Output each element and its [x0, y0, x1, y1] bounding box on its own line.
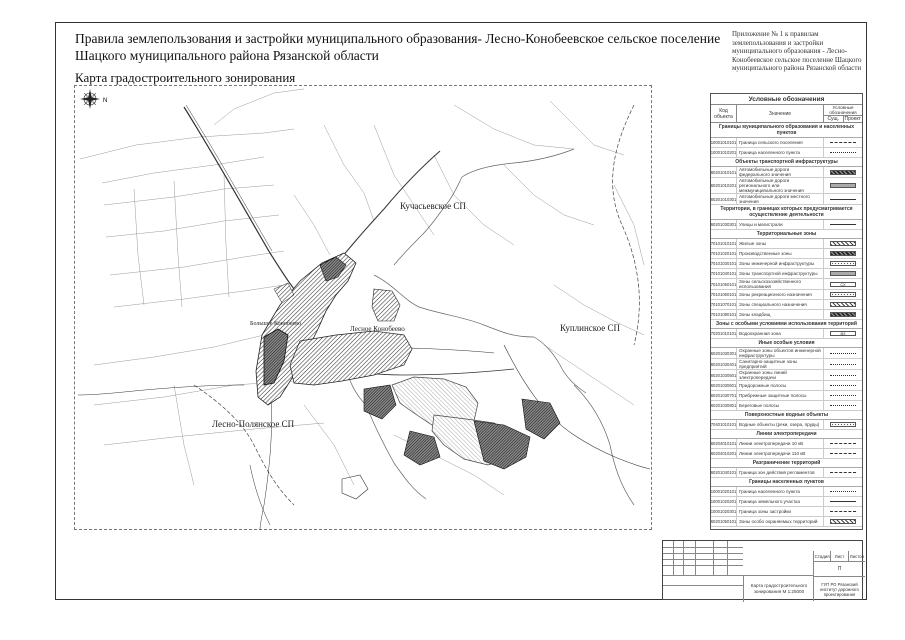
legend-section-title: Объекты транспортной инфраструктуры	[711, 158, 862, 167]
legend-header-code: Код объекта	[711, 105, 737, 122]
legend-row-code: 70401010101	[710, 422, 737, 427]
legend-swatch	[830, 375, 856, 376]
legend-row-symbol	[824, 401, 862, 410]
legend-section-title: Линии электропередачи	[711, 430, 862, 439]
legend-row-label: Граница населенного пункта	[737, 487, 824, 496]
legend-row	[711, 359, 862, 370]
legend-row-code: 10001020101	[710, 489, 737, 494]
legend-row-code: 70101070101	[710, 302, 737, 307]
legend-row-label: Линии электропередачи 110 кВ	[737, 449, 824, 458]
legend-row-code: 60201050101	[710, 519, 737, 524]
forest-dark-zone-e	[522, 399, 560, 439]
legend-row-code: 10001020301	[710, 509, 737, 514]
legend-row-symbol	[824, 497, 862, 506]
forest-dark-zone-sw	[404, 431, 440, 465]
legend-row-symbol	[824, 517, 862, 526]
legend-row-symbol	[824, 269, 862, 278]
legend-row	[711, 279, 862, 290]
legend-swatch: СХ	[830, 282, 856, 287]
legend-row	[711, 439, 862, 449]
legend-row-label: Водные объекты (реки, озера, пруды)	[737, 420, 824, 429]
legend-section-title: Территории, в границах которых предусматривается осуществление деятельности	[711, 205, 862, 220]
legend-row-code: 60204010201	[710, 451, 737, 456]
legend-row-symbol	[824, 290, 862, 299]
legend-row-symbol	[824, 310, 862, 319]
legend-row-label: Придорожные полосы	[737, 381, 824, 390]
legend-row-label: Водоохранная зона	[737, 329, 824, 338]
legend-swatch	[830, 271, 856, 276]
legend-row-label: Граница земельного участка	[737, 497, 824, 506]
legend-row-label: Зоны инженерной инфраструктуры	[737, 259, 824, 268]
legend-row	[711, 300, 862, 310]
legend-row-symbol	[824, 138, 862, 147]
legend-row-symbol	[824, 507, 862, 516]
legend-row-symbol	[824, 220, 862, 229]
legend-row-code: 60201030801	[710, 403, 737, 408]
legend-row-code: 60201010201	[711, 178, 737, 193]
legend-row	[711, 290, 862, 300]
label-bolshoe-konobeevo: Большое Конобеево	[250, 321, 301, 327]
legend-row-symbol	[824, 249, 862, 258]
legend-row-symbol	[824, 167, 862, 177]
label-kuchasyevskoe: Кучасьевское СП	[400, 201, 466, 211]
legend-body	[711, 123, 862, 527]
legend-swatch	[830, 364, 856, 365]
legend-row-code: 70101080101	[710, 312, 737, 317]
legend-row	[711, 420, 862, 430]
legend-row-label: Охранные зоны объектов инженерной инфраструктуры	[737, 348, 824, 358]
appendix-note: Приложение № 1 к правилам землепользования и застройки муниципального образования - Лесно-Конобеевское сельское поселение Шацкого муниципального района Рязанской области	[732, 30, 862, 73]
legend-row-symbol	[824, 449, 862, 458]
legend-row-code: 70101040101	[710, 271, 737, 276]
legend-swatch	[830, 472, 856, 473]
settlement-boundary	[613, 105, 640, 345]
legend-swatch: ВЗ	[830, 331, 856, 336]
legend-section-title: Поверхностные водные объекты	[711, 411, 862, 420]
legend-row	[711, 310, 862, 320]
legend-row-symbol	[824, 439, 862, 448]
map-subtitle: Карта градостроительного зонирования	[75, 70, 296, 85]
legend-row	[711, 381, 862, 391]
legend-row-label: Автомобильные дороги местного значения	[737, 194, 824, 204]
legend-row-code: 60201010101	[711, 167, 737, 177]
legend-row-code: 70101010101	[710, 241, 737, 246]
small-settlement	[342, 475, 368, 499]
legend-row-symbol	[824, 148, 862, 157]
legend-swatch	[830, 152, 856, 153]
legend-row-symbol	[824, 391, 862, 400]
legend-row-symbol	[824, 194, 862, 204]
legend-swatch	[830, 142, 856, 143]
compass-icon	[80, 89, 107, 109]
legend-swatch	[830, 183, 856, 188]
legend-row-label: Граница сельского поселения	[737, 138, 824, 147]
legend-panel	[710, 93, 863, 530]
stamp-sheets-label: Листов	[849, 553, 864, 559]
legend-row	[711, 348, 862, 359]
legend-swatch	[830, 199, 856, 200]
legend-row	[711, 167, 862, 178]
legend-swatch	[830, 302, 856, 307]
legend-row	[711, 449, 862, 459]
legend-row-code: 60201010301	[711, 194, 737, 204]
legend-row-label: Санитарно-защитные зоны предприятий	[737, 359, 824, 369]
legend-row-code: 60201030501	[711, 370, 737, 380]
legend-row	[711, 497, 862, 507]
residential-zone-east	[372, 289, 400, 321]
legend-swatch	[830, 501, 856, 502]
legend-row	[711, 138, 862, 148]
legend-row-label: Автомобильные дороги регионального или межмуниципального значения	[737, 178, 824, 193]
legend-row-label: Зоны особо охраняемых территорий	[737, 517, 824, 526]
legend-row-symbol	[824, 359, 862, 369]
legend-header	[711, 105, 862, 123]
legend-section-title: Разграничение территорий	[711, 459, 862, 468]
legend-row-label: Граница населенного пункта	[737, 148, 824, 157]
stamp-sheet-label: Лист	[831, 551, 848, 561]
legend-row	[711, 178, 862, 194]
label-lesno-polyanskoe: Лесно-Полянское СП	[212, 419, 295, 429]
stamp-organization: ГУП РО Рязанский институт дорожного проектирования	[820, 582, 859, 597]
legend-row-code: 10001010101	[710, 140, 737, 145]
legend-row-label: Береговые полосы	[737, 401, 824, 410]
legend-row-label: Граница зоны застройки	[737, 507, 824, 516]
stamp-right-block	[813, 551, 865, 601]
compass-north-letter: N	[103, 98, 108, 104]
stamp-stage-value: П	[814, 562, 865, 577]
legend-row-code: 60201030401	[711, 359, 737, 369]
legend-header-symbol-label: Условные обозначения	[824, 105, 862, 116]
legend-swatch	[830, 261, 856, 266]
legend-section-title: Границы населенных пунктов	[711, 478, 862, 487]
legend-swatch	[830, 312, 856, 317]
forest-dark-zone	[364, 385, 396, 419]
settlement-zones[interactable]	[256, 253, 560, 499]
legend-row-label: Зоны транспортной инфраструктуры	[737, 269, 824, 278]
legend-row	[711, 401, 862, 411]
legend-row-label: Граница зон действия регламентов	[737, 468, 824, 477]
legend-title: Условные обозначения	[711, 94, 862, 105]
legend-swatch	[830, 491, 856, 492]
legend-row-label: Зоны специального назначения	[737, 300, 824, 309]
field-boundaries	[80, 89, 644, 495]
legend-row-symbol	[824, 329, 862, 338]
legend-row	[711, 329, 862, 339]
legend-row-symbol	[824, 381, 862, 390]
legend-row	[711, 517, 862, 527]
legend-section-title: Территориальные зоны	[711, 230, 862, 239]
legend-row	[711, 249, 862, 259]
legend-row-code: 60201030301	[710, 222, 737, 227]
legend-section-title: Иные особые условия	[711, 339, 862, 348]
legend-swatch	[830, 251, 856, 256]
legend-swatch	[830, 353, 856, 354]
legend-section-title: Границы муниципального образования и населенных пунктов	[711, 123, 862, 138]
legend-row-label: Зоны сельскохозяйственного использования	[737, 279, 824, 289]
legend-swatch	[830, 519, 856, 524]
legend-swatch	[830, 170, 856, 175]
legend-row-label: Линии электропередачи 10 кВ	[737, 439, 824, 448]
page-title-line-1: Правила землепользования и застройки муниципального образования- Лесно-Конобеевское сельское поселение	[75, 31, 721, 46]
legend-header-name: Значение	[737, 105, 824, 122]
legend-row-symbol	[824, 468, 862, 477]
legend-swatch	[830, 241, 856, 246]
legend-row-code: 70101060101	[710, 292, 737, 297]
legend-row-label: Охранные зоны линий электропередачи	[737, 370, 824, 380]
legend-row-symbol	[824, 420, 862, 429]
stamp-drawing-title: Карта градостроительного зонирования М 1:25000	[743, 575, 814, 602]
legend-swatch	[830, 224, 856, 225]
legend-swatch	[830, 453, 856, 454]
legend-row-code: 60201030601	[710, 383, 737, 388]
legend-row-code: 60201030301	[711, 348, 737, 358]
legend-swatch	[830, 292, 856, 297]
label-lesnoe-konobeevo: Лесное Конобеево	[350, 325, 405, 333]
stamp-grid	[663, 541, 743, 601]
legend-row-code: 70101050101	[711, 279, 737, 289]
legend-row-code: 70201010101	[710, 331, 737, 336]
legend-header-existing: Сущ.	[824, 116, 844, 122]
legend-row	[711, 507, 862, 517]
legend-row-code: 60201040101	[710, 470, 737, 475]
legend-row-symbol	[824, 239, 862, 248]
legend-row-code: 10001010201	[710, 150, 737, 155]
zoning-map[interactable]	[74, 85, 652, 530]
legend-row	[711, 239, 862, 249]
legend-row	[711, 391, 862, 401]
label-kuplinskoe: Куплинское СП	[560, 323, 621, 333]
page-title-line-2: Шацкого муниципального района Рязанской области	[75, 48, 379, 63]
legend-row-symbol	[824, 370, 862, 380]
legend-row-label: Автомобильные дороги федерального значения	[737, 167, 824, 177]
legend-swatch	[830, 422, 856, 427]
legend-row-symbol	[824, 348, 862, 358]
legend-row-code: 70101030101	[710, 261, 737, 266]
legend-row	[711, 269, 862, 279]
legend-header-project: Проект	[844, 116, 861, 122]
settlement-boundary-west	[194, 385, 294, 505]
legend-row-label: Жилые зоны	[737, 239, 824, 248]
legend-swatch	[830, 385, 856, 386]
legend-row	[711, 468, 862, 478]
legend-row-label: Зоны рекреационного назначения	[737, 290, 824, 299]
legend-row-code: 10001020201	[710, 499, 737, 504]
legend-swatch	[830, 443, 856, 444]
legend-row	[711, 194, 862, 205]
legend-row	[711, 148, 862, 158]
legend-swatch	[830, 395, 856, 396]
legend-row-label: Улицы и магистрали	[737, 220, 824, 229]
legend-row	[711, 487, 862, 497]
legend-row-symbol	[824, 259, 862, 268]
legend-row-symbol	[824, 279, 862, 289]
legend-header-symbol	[824, 105, 862, 122]
legend-row-label: Зоны кладбищ	[737, 310, 824, 319]
legend-swatch	[830, 511, 856, 512]
legend-row-code: 60201030701	[710, 393, 737, 398]
legend-row-code: 60204010101	[710, 441, 737, 446]
title-block	[75, 30, 721, 86]
legend-row-label: Прибрежные защитные полосы	[737, 391, 824, 400]
legend-row-symbol	[824, 178, 862, 193]
legend-row-label: Производственные зоны	[737, 249, 824, 258]
legend-row-symbol	[824, 487, 862, 496]
legend-section-title: Зоны с особыми условиями использования территорий	[711, 320, 862, 329]
legend-row	[711, 220, 862, 230]
title-stamp	[662, 540, 863, 600]
legend-row	[711, 259, 862, 269]
legend-row	[711, 370, 862, 381]
legend-row-code: 70101020101	[710, 251, 737, 256]
legend-swatch	[830, 405, 856, 406]
stamp-stage-label: Стадия	[814, 551, 831, 561]
legend-row-symbol	[824, 300, 862, 309]
roads	[78, 105, 650, 530]
